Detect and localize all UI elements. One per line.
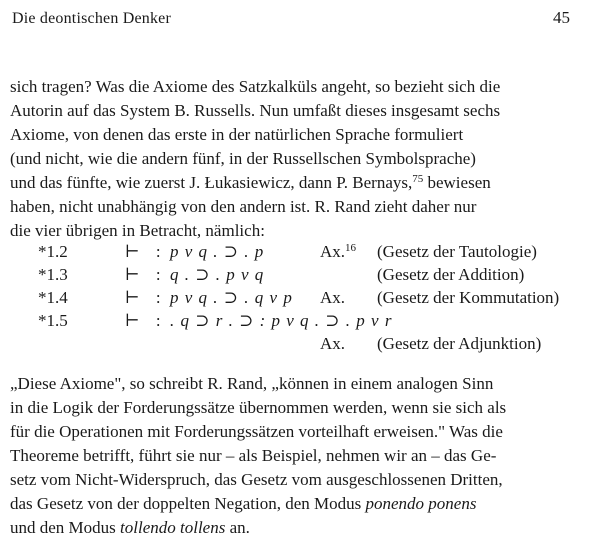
- italic-term: ponendo ponens: [365, 494, 477, 513]
- axiom-formula: . q ⊃ r . ⊃ : p v q . ⊃ . p v r: [170, 311, 393, 330]
- axiom-number: *1.5: [38, 311, 68, 330]
- text-line: die vier übrigen in Betracht, nämlich:: [10, 221, 265, 240]
- running-header-title: Die deontischen Denker: [12, 10, 172, 27]
- axiom-number: *1.4: [38, 288, 68, 307]
- axiom-formula: p v q . ⊃ . q v p: [170, 288, 293, 307]
- turnstile-symbol: ⊢ :: [125, 311, 167, 330]
- text-line: sich tragen? Was die Axiome des Satzkalküls angeht, so bezieht sich die: [10, 77, 501, 96]
- axiom-label: Ax.: [320, 334, 346, 353]
- axiom-list: [0, 242, 600, 357]
- axiom-number: *1.2: [38, 242, 68, 261]
- text-line: [10, 516, 590, 540]
- turnstile-symbol: ⊢ :: [125, 288, 167, 307]
- text-span: und das fünfte, wie zuerst J. Łukasiewicz, dann P. Bernays,: [10, 173, 413, 192]
- text-line: „Diese Axiome", so schreibt R. Rand, „können in einem analogen Sinn: [10, 374, 494, 393]
- axiom-formula: q . ⊃ . p v q: [170, 265, 265, 284]
- italic-term: tollendo tollens: [120, 518, 226, 537]
- axiom-ax-text: Ax.: [320, 242, 346, 261]
- text-line: [10, 171, 590, 195]
- text-line: (und nicht, wie die andern fünf, in der Russellschen Symbolsprache): [10, 149, 476, 168]
- axiom-law-name: (Gesetz der Tautologie): [377, 242, 537, 261]
- axiom-label: Ax.: [320, 288, 346, 307]
- axiom-law-name: (Gesetz der Kommutation): [377, 288, 560, 307]
- text-line: Autorin auf das System B. Russells. Nun umfaßt dieses insgesamt sechs: [10, 101, 501, 120]
- text-line: in die Logik der Forderungssätze übernommen werden, wenn sie sich als: [10, 398, 507, 417]
- axiom-law-name: (Gesetz der Adjunktion): [377, 334, 542, 353]
- text-line: haben, nicht unabhängig von den andern ist. R. Rand zieht daher nur: [10, 197, 477, 216]
- turnstile-symbol: ⊢ :: [125, 242, 167, 261]
- axiom-row: [0, 242, 600, 265]
- text-span: bewiesen: [423, 173, 491, 192]
- axiom-row: [0, 334, 600, 357]
- page-number: 45: [553, 8, 570, 27]
- turnstile-symbol: ⊢ :: [125, 265, 167, 284]
- text-span: das Gesetz von der doppelten Negation, den Modus: [10, 494, 366, 513]
- paragraph-1: [10, 75, 590, 243]
- text-line: Theoreme betrifft, führt sie nur – als Beispiel, nehmen wir an – das Ge-: [10, 446, 497, 465]
- axiom-row: [0, 265, 600, 288]
- axiom-formula: p v q . ⊃ . p: [170, 242, 265, 261]
- axiom-law-name: (Gesetz der Addition): [377, 265, 525, 284]
- paragraph-2: [10, 372, 590, 540]
- text-line: für die Operationen mit Forderungssätzen vorteilhaft erweisen." Was die: [10, 422, 503, 441]
- footnote-marker: 75: [412, 173, 424, 185]
- text-line: setz vom Nicht-Widerspruch, das Gesetz vom ausgeschlossenen Dritten,: [10, 470, 503, 489]
- axiom-label: [320, 242, 356, 262]
- axiom-row: [0, 311, 600, 334]
- axiom-row: [0, 288, 600, 311]
- axiom-number: *1.3: [38, 265, 68, 284]
- text-line: Axiome, von denen das erste in der natürlichen Sprache formuliert: [10, 125, 464, 144]
- text-span: an.: [225, 518, 250, 537]
- text-span: und den Modus: [10, 518, 121, 537]
- footnote-marker: 16: [345, 242, 357, 254]
- text-line: [10, 492, 590, 516]
